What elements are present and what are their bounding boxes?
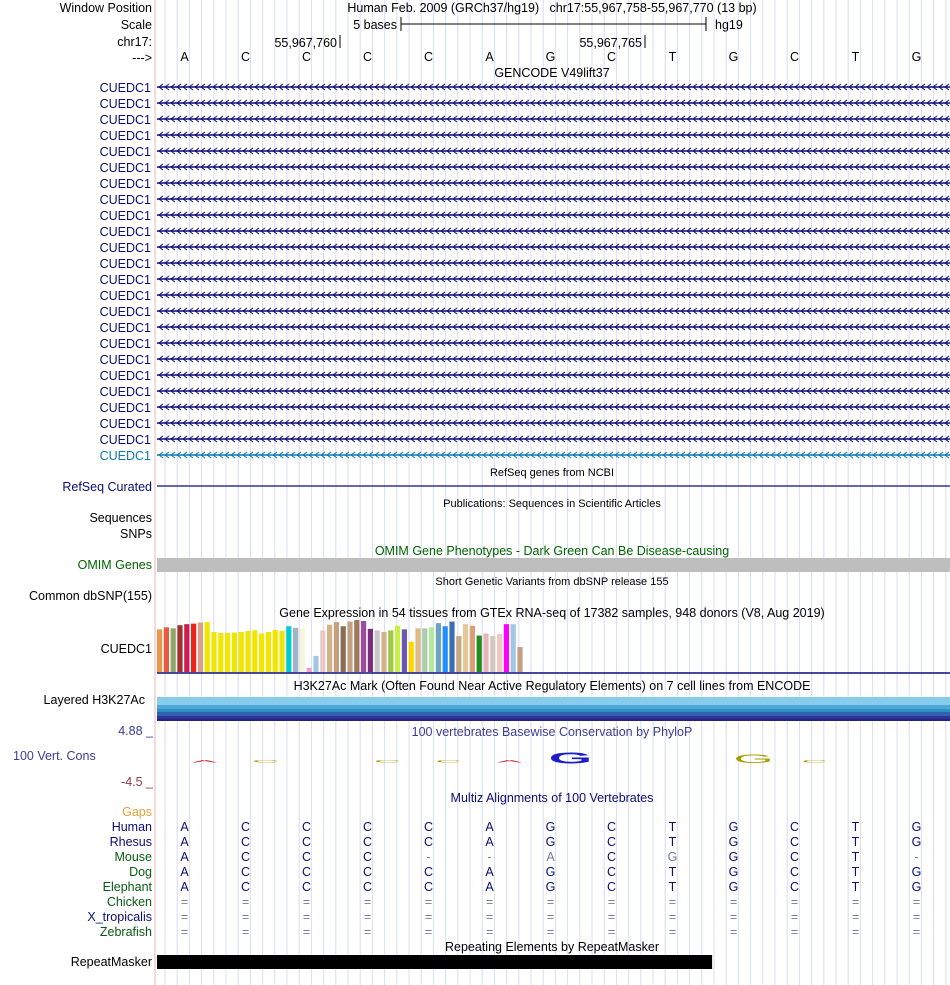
gtex-tissue-bar[interactable] <box>402 629 407 672</box>
alignment-base: G <box>728 835 739 849</box>
alignment-base: G <box>728 850 739 864</box>
alignment-base: T <box>851 820 860 834</box>
gtex-tissue-bar[interactable] <box>293 628 298 672</box>
publications-track-title: Publications: Sequences in Scientific Articles <box>443 498 661 510</box>
alignment-base: = <box>912 925 921 939</box>
ruler-base: T <box>851 50 860 64</box>
gencode-track-title: GENCODE V49lift37 <box>494 66 610 80</box>
gencode-transcript-label[interactable]: CUEDC1 <box>99 369 151 383</box>
gencode-transcript-label[interactable]: CUEDC1 <box>99 97 151 111</box>
alignment-base: T <box>668 820 677 834</box>
h3k27ac-track-title: H3K27Ac Mark (Often Found Near Active Regulatory Elements) on 7 cell lines from ENCODE <box>293 679 811 693</box>
phylop-ymin-label: -4.5 _ <box>121 775 153 789</box>
gencode-transcript-label[interactable]: CUEDC1 <box>99 385 151 399</box>
gtex-tissue-bar[interactable] <box>504 624 509 672</box>
gtex-tissue-bar[interactable] <box>286 626 291 672</box>
gtex-expression-bars[interactable] <box>157 620 523 672</box>
gtex-tissue-bar[interactable] <box>273 630 278 672</box>
alignment-base: C <box>606 850 617 864</box>
phylop-score-glyph[interactable]: A <box>497 759 522 764</box>
gtex-tissue-bar[interactable] <box>443 626 448 672</box>
alignment-base: C <box>789 835 800 849</box>
alignment-base: = <box>668 895 677 909</box>
species-label[interactable]: Dog <box>129 865 152 879</box>
gencode-transcript-label[interactable]: CUEDC1 <box>99 273 151 287</box>
gtex-tissue-bar[interactable] <box>483 634 488 672</box>
alignment-base: G <box>545 820 556 834</box>
alignment-base: = <box>790 910 799 924</box>
gtex-tissue-bar[interactable] <box>313 656 318 672</box>
ruler-base: C <box>606 50 617 64</box>
phylop-score-glyph[interactable]: C <box>373 759 402 764</box>
species-label[interactable]: Elephant <box>102 880 152 894</box>
alignment-base: C <box>362 880 373 894</box>
alignment-base: = <box>241 895 250 909</box>
alignment-base: = <box>729 910 738 924</box>
alignment-base: C <box>301 820 312 834</box>
phylop-score-glyph[interactable]: C <box>435 759 462 764</box>
omim-track-title: OMIM Gene Phenotypes - Dark Green Can Be Disease-causing <box>374 544 730 558</box>
gencode-transcript-label[interactable]: CUEDC1 <box>99 353 151 367</box>
gtex-tissue-bar[interactable] <box>368 629 373 672</box>
alignment-base: G <box>911 865 922 879</box>
h3k27ac-signal[interactable] <box>157 697 950 721</box>
alignment-base: = <box>424 895 433 909</box>
gencode-transcript-label[interactable]: CUEDC1 <box>99 225 151 239</box>
refseq-track-label[interactable]: RefSeq Curated <box>62 480 152 494</box>
alignment-base: C <box>789 850 800 864</box>
gencode-transcript-label[interactable]: CUEDC1 <box>99 337 151 351</box>
alignment-base: A <box>485 820 494 834</box>
gencode-transcript-label[interactable]: CUEDC1 <box>99 321 151 335</box>
alignment-base: C <box>362 820 373 834</box>
gtex-tissue-bar[interactable] <box>375 630 380 672</box>
gtex-tissue-bar[interactable] <box>205 622 210 672</box>
alignment-base: A <box>180 880 189 894</box>
gtex-tissue-bar[interactable] <box>381 632 386 672</box>
gtex-tissue-bar[interactable] <box>361 621 366 672</box>
alignment-base: C <box>301 835 312 849</box>
ruler-base: C <box>362 50 373 64</box>
base-sequence <box>180 50 921 64</box>
alignment-base: = <box>485 895 494 909</box>
multiz-alignment[interactable] <box>87 820 921 939</box>
alignment-base: C <box>240 865 251 879</box>
alignment-base: = <box>546 925 555 939</box>
alignment-base: C <box>606 865 617 879</box>
ruler-base: A <box>180 50 189 64</box>
phylop-ymax-label: 4.88 _ <box>118 724 153 738</box>
gtex-tissue-bar[interactable] <box>470 626 475 672</box>
alignment-base: = <box>424 910 433 924</box>
dbsnp-track-title: Short Genetic Variants from dbSNP release 155 <box>435 576 669 588</box>
gtex-tissue-bar[interactable] <box>300 628 305 672</box>
alignment-base: = <box>546 895 555 909</box>
gaps-track-label[interactable]: Gaps <box>122 805 152 819</box>
species-label[interactable]: Mouse <box>114 850 152 864</box>
gtex-tissue-bar[interactable] <box>511 624 516 672</box>
repeatmasker-element-bar[interactable] <box>157 955 712 969</box>
repeatmasker-track-title: Repeating Elements by RepeatMasker <box>444 940 660 954</box>
alignment-base: C <box>362 865 373 879</box>
alignment-base: = <box>790 895 799 909</box>
gencode-transcript-label[interactable]: CUEDC1 <box>99 113 151 127</box>
alignment-base: T <box>668 880 677 894</box>
strand-arrow-label[interactable]: ---> <box>132 51 152 65</box>
gencode-transcript-label[interactable]: CUEDC1 <box>99 241 151 255</box>
chrom-label[interactable]: chr17: <box>117 35 152 49</box>
alignment-base: G <box>911 835 922 849</box>
h3k27ac-signal-band[interactable] <box>157 712 950 716</box>
species-label[interactable]: Human <box>111 820 152 834</box>
gtex-tissue-bar[interactable] <box>449 622 454 672</box>
alignment-base: C <box>423 865 434 879</box>
gencode-transcript-label[interactable]: CUEDC1 <box>99 257 151 271</box>
alignment-base: A <box>485 835 494 849</box>
h3k27ac-signal-band[interactable] <box>157 709 950 712</box>
assembly-position-text: Human Feb. 2009 (GRCh37/hg19) chr17:55,967,758-55,967,770 (13 bp) <box>347 1 757 15</box>
ruler-base: T <box>668 50 677 64</box>
alignment-base: = <box>912 895 921 909</box>
gtex-tissue-bar[interactable] <box>415 628 420 672</box>
alignment-base: C <box>606 835 617 849</box>
alignment-base: = <box>180 895 189 909</box>
gencode-transcript-label[interactable]: CUEDC1 <box>99 289 151 303</box>
alignment-base: C <box>240 820 251 834</box>
gtex-tissue-bar[interactable] <box>463 624 468 672</box>
ruler-base: C <box>301 50 312 64</box>
gencode-transcript-label[interactable]: CUEDC1 <box>99 417 151 431</box>
coordinate-label-1: 55,967,760 <box>274 36 337 50</box>
alignment-base: G <box>911 880 922 894</box>
alignment-base: = <box>607 895 616 909</box>
gtex-tissue-bar[interactable] <box>191 624 196 672</box>
alignment-base: = <box>180 925 189 939</box>
gencode-transcript-label[interactable]: CUEDC1 <box>99 177 151 191</box>
scale-label[interactable]: Scale <box>120 18 152 32</box>
dbsnp-track-label[interactable]: Common dbSNP(155) <box>29 589 152 603</box>
alignment-base: C <box>606 880 617 894</box>
gencode-transcript-label[interactable]: CUEDC1 <box>99 145 151 159</box>
species-label[interactable]: X_tropicalis <box>87 910 152 924</box>
sequences-track-label[interactable]: Sequences <box>89 511 152 525</box>
alignment-base: G <box>911 820 922 834</box>
ruler-base: A <box>485 50 494 64</box>
alignment-base: C <box>789 880 800 894</box>
alignment-base: T <box>851 850 860 864</box>
h3k27ac-track-label[interactable]: Layered H3K27Ac <box>43 693 145 707</box>
alignment-base: T <box>851 835 860 849</box>
gtex-tissue-bar[interactable] <box>232 632 237 672</box>
gtex-tissue-bar[interactable] <box>164 627 169 672</box>
scale-text: 5 bases <box>353 18 397 32</box>
alignment-base: = <box>363 910 372 924</box>
alignment-base: = <box>668 910 677 924</box>
alignment-base: T <box>851 880 860 894</box>
species-label[interactable]: Rhesus <box>109 835 152 849</box>
alignment-base: = <box>302 925 311 939</box>
alignment-base: G <box>728 820 739 834</box>
alignment-base: C <box>301 880 312 894</box>
gtex-track-label[interactable]: CUEDC1 <box>100 642 152 656</box>
alignment-base: = <box>485 910 494 924</box>
gencode-transcript-label[interactable]: CUEDC1 <box>99 449 151 463</box>
gtex-tissue-bar[interactable] <box>456 636 461 672</box>
gtex-tissue-bar[interactable] <box>252 630 257 672</box>
ruler-base: C <box>423 50 434 64</box>
alignment-base: - <box>487 850 492 864</box>
phylop-score-glyph[interactable]: A <box>192 759 217 764</box>
alignment-base: C <box>789 820 800 834</box>
gtex-tissue-bar[interactable] <box>395 626 400 672</box>
alignment-base: G <box>667 850 678 864</box>
gtex-tissue-bar[interactable] <box>157 629 162 672</box>
gtex-tissue-bar[interactable] <box>497 634 502 672</box>
phylop-score-glyph[interactable]: C <box>801 759 828 764</box>
repeatmasker-track-label[interactable]: RepeatMasker <box>70 955 152 969</box>
h3k27ac-signal-band[interactable] <box>157 705 950 709</box>
species-label[interactable]: Zebrafish <box>99 925 152 939</box>
snps-track-label[interactable]: SNPs <box>120 527 152 541</box>
refseq-track-title: RefSeq genes from NCBI <box>489 467 615 479</box>
alignment-base: = <box>241 910 250 924</box>
gencode-transcript-label[interactable]: CUEDC1 <box>99 193 151 207</box>
gtex-tissue-bar[interactable] <box>409 642 414 672</box>
gtex-tissue-bar[interactable] <box>477 636 482 672</box>
ruler-base: G <box>728 50 739 64</box>
alignment-base: A <box>180 820 189 834</box>
h3k27ac-signal-band[interactable] <box>157 719 950 721</box>
ruler-base: C <box>240 50 251 64</box>
phylop-score-glyph[interactable]: G <box>733 752 774 766</box>
alignment-base: C <box>240 850 251 864</box>
gtex-tissue-bar[interactable] <box>422 628 427 672</box>
alignment-base: A <box>180 850 189 864</box>
gtex-tissue-bar[interactable] <box>266 632 271 672</box>
gtex-tissue-bar[interactable] <box>517 647 522 672</box>
species-label[interactable]: Chicken <box>106 895 152 909</box>
alignment-base: = <box>851 910 860 924</box>
gtex-tissue-bar[interactable] <box>259 634 264 672</box>
alignment-base: = <box>607 925 616 939</box>
alignment-base: C <box>789 865 800 879</box>
alignment-base: G <box>545 865 556 879</box>
alignment-base: - <box>426 850 431 864</box>
gtex-tissue-bar[interactable] <box>218 633 223 672</box>
gtex-tissue-bar[interactable] <box>198 623 203 672</box>
alignment-base: C <box>301 865 312 879</box>
alignment-base: = <box>607 910 616 924</box>
gtex-tissue-bar[interactable] <box>429 627 434 672</box>
alignment-base: = <box>363 925 372 939</box>
alignment-base: = <box>668 925 677 939</box>
alignment-base: C <box>301 850 312 864</box>
alignment-base: G <box>545 835 556 849</box>
alignment-base: C <box>423 880 434 894</box>
alignment-base: A <box>485 880 494 894</box>
assembly-name: hg19 <box>715 18 743 32</box>
alignment-base: = <box>485 925 494 939</box>
alignment-base: C <box>606 820 617 834</box>
gencode-transcript-label[interactable]: CUEDC1 <box>99 129 151 143</box>
gtex-tissue-bar[interactable] <box>334 622 339 672</box>
gencode-transcript-label[interactable]: CUEDC1 <box>99 161 151 175</box>
gtex-tissue-bar[interactable] <box>320 630 325 672</box>
alignment-base: C <box>362 835 373 849</box>
omim-gene-bar[interactable] <box>157 558 950 572</box>
h3k27ac-signal-band[interactable] <box>157 697 950 705</box>
alignment-base: C <box>423 820 434 834</box>
alignment-base: = <box>363 895 372 909</box>
gtex-tissue-bar[interactable] <box>225 633 230 672</box>
alignment-base: = <box>912 910 921 924</box>
gtex-tissue-bar[interactable] <box>490 636 495 672</box>
alignment-base: T <box>668 835 677 849</box>
alignment-base: A <box>546 850 555 864</box>
gtex-tissue-bar[interactable] <box>436 623 441 672</box>
alignment-base: = <box>180 910 189 924</box>
alignment-base: = <box>241 925 250 939</box>
gtex-tissue-bar[interactable] <box>171 628 176 672</box>
alignment-base: = <box>302 895 311 909</box>
alignment-base: C <box>240 835 251 849</box>
gencode-transcript-label[interactable]: CUEDC1 <box>99 305 151 319</box>
gtex-tissue-bar[interactable] <box>239 632 244 672</box>
alignment-base: = <box>546 910 555 924</box>
alignment-base: = <box>729 895 738 909</box>
gtex-tissue-bar[interactable] <box>327 625 332 672</box>
alignment-base: = <box>851 925 860 939</box>
alignment-base: G <box>728 865 739 879</box>
gtex-tissue-bar[interactable] <box>211 632 216 672</box>
gtex-tissue-bar[interactable] <box>347 622 352 672</box>
gtex-tissue-bar[interactable] <box>307 668 312 672</box>
gtex-tissue-bar[interactable] <box>245 631 250 672</box>
alignment-base: G <box>728 880 739 894</box>
phylop-score-glyph[interactable]: G <box>548 749 593 767</box>
alignment-base: = <box>851 895 860 909</box>
alignment-base: A <box>180 835 189 849</box>
gencode-track[interactable] <box>100 81 950 463</box>
alignment-base: C <box>362 850 373 864</box>
gtex-tissue-bar[interactable] <box>184 624 189 672</box>
alignment-base: T <box>851 865 860 879</box>
phylop-track-title: 100 vertebrates Basewise Conservation by PhyloP <box>411 725 693 739</box>
gtex-tissue-bar[interactable] <box>341 626 346 672</box>
ruler-base: G <box>545 50 556 64</box>
alignment-base: = <box>424 925 433 939</box>
alignment-base: C <box>423 835 434 849</box>
gencode-transcript-label[interactable]: CUEDC1 <box>99 209 151 223</box>
phylop-track-label[interactable]: 100 Vert. Cons <box>13 749 96 763</box>
alignment-base: A <box>485 865 494 879</box>
alignment-base: - <box>914 850 919 864</box>
alignment-base: A <box>180 865 189 879</box>
alignment-base: = <box>729 925 738 939</box>
gtex-tissue-bar[interactable] <box>388 630 393 672</box>
gtex-tissue-bar[interactable] <box>354 620 359 672</box>
multiz-track-title: Multiz Alignments of 100 Vertebrates <box>450 791 654 805</box>
omim-track-label[interactable]: OMIM Genes <box>77 558 152 572</box>
alignment-base: T <box>668 865 677 879</box>
gencode-transcript-label[interactable]: CUEDC1 <box>99 401 151 415</box>
alignment-base: C <box>240 880 251 894</box>
window-position-label[interactable]: Window Position <box>59 1 152 15</box>
coordinate-label-2: 55,967,765 <box>579 36 642 50</box>
gtex-tissue-bar[interactable] <box>177 625 182 672</box>
gencode-transcript-label[interactable]: CUEDC1 <box>99 433 151 447</box>
ruler-base: C <box>789 50 800 64</box>
gtex-track-title: Gene Expression in 54 tissues from GTEx RNA-seq of 17382 samples, 948 donors (V8, Aug 2019) <box>279 606 825 620</box>
alignment-base: = <box>302 910 311 924</box>
gencode-transcript-label[interactable]: CUEDC1 <box>99 81 151 95</box>
alignment-base: G <box>545 880 556 894</box>
alignment-base: = <box>790 925 799 939</box>
phylop-score-glyph[interactable]: C <box>251 759 280 764</box>
ruler-base: G <box>911 50 922 64</box>
gtex-tissue-bar[interactable] <box>279 631 284 672</box>
h3k27ac-signal-band[interactable] <box>157 716 950 719</box>
